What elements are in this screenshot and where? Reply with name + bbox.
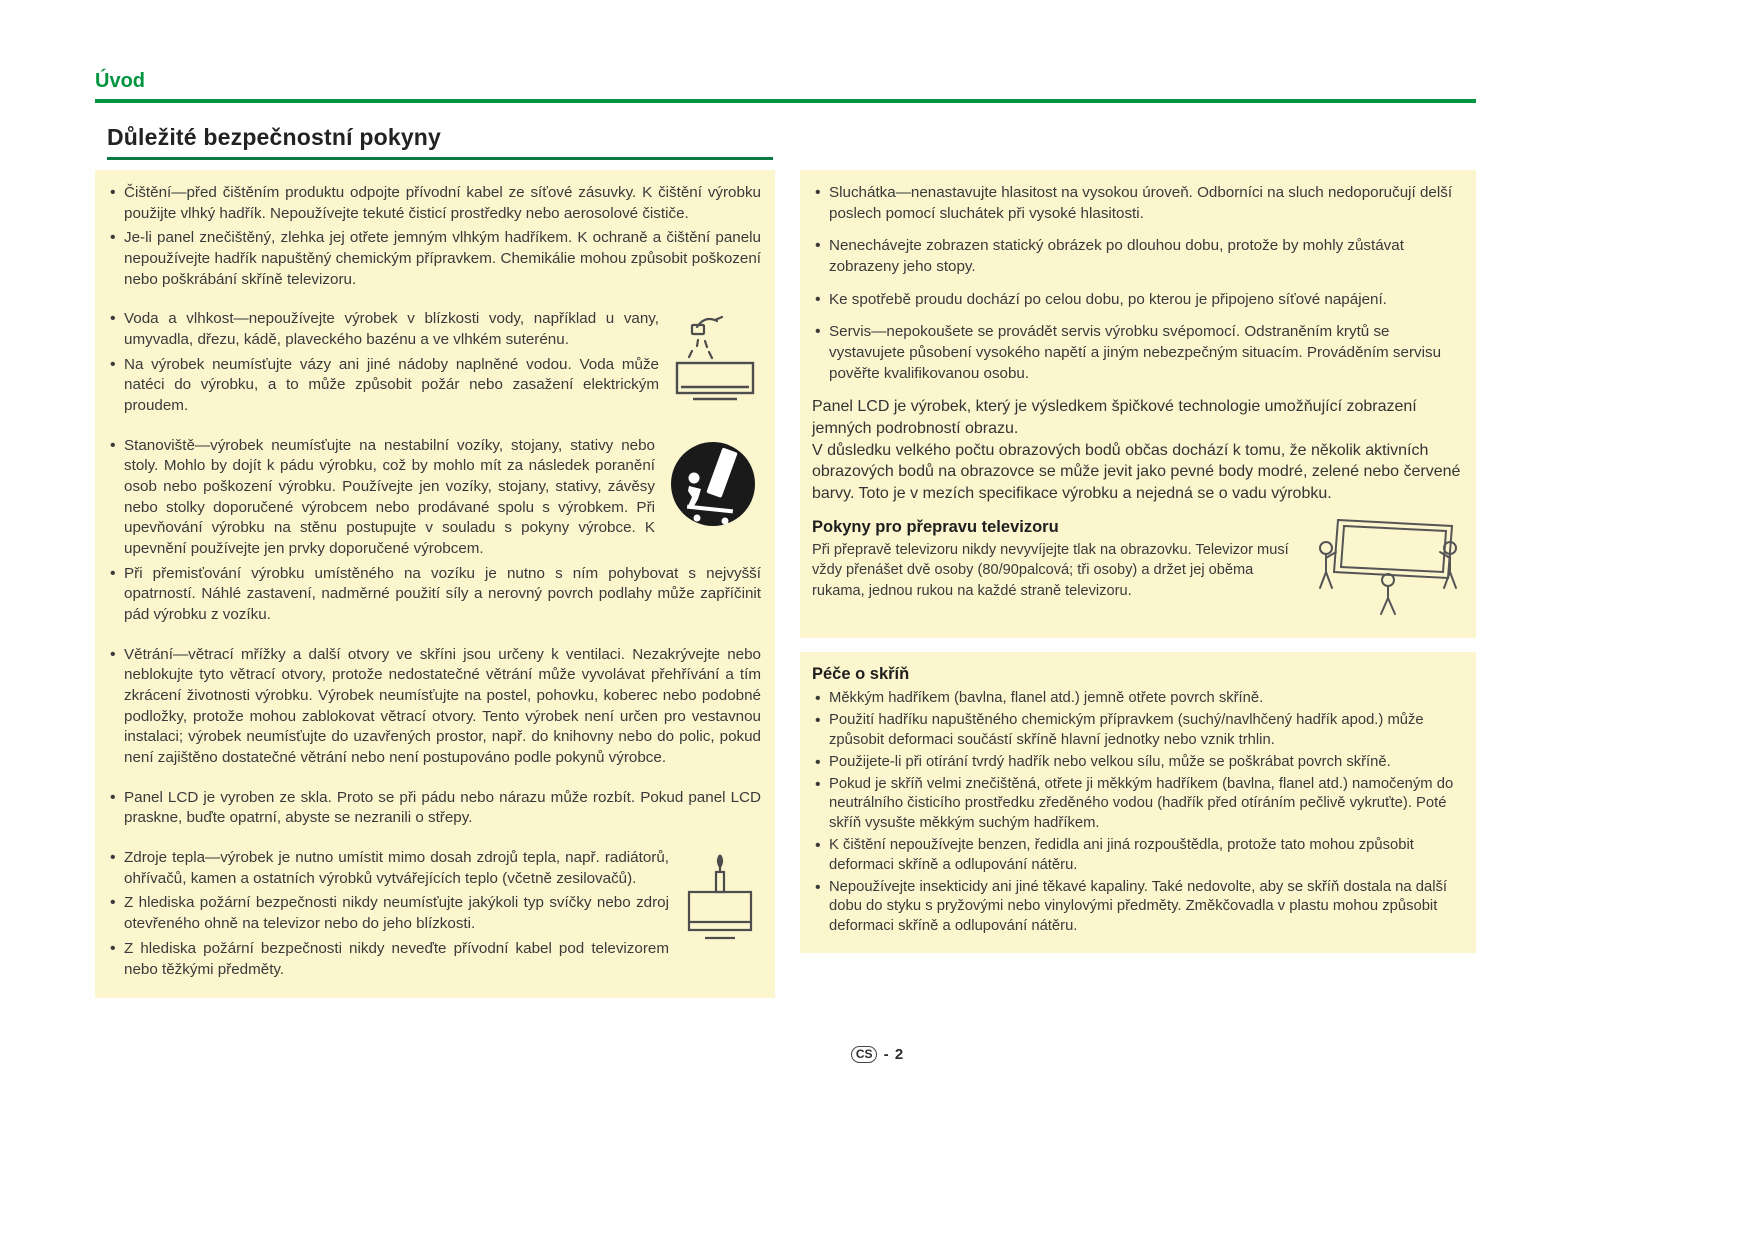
bullet-item: • Pokud je skříň velmi znečištěná, otřete ji měkkým hadříkem (bavlna, flanel atd.) namočeným do neutrálního čisticího prostředku zředěného vodou (hadřík před otíráním pečlivě vykruťte). Poté skříň vysušte měkkým suchým hadříkem. — [812, 775, 1462, 834]
bullet-item: • K čištění nepoužívejte benzen, ředidla ani jiná rozpouštědla, protože tato mohou způsobit deformaci skříně a odlupování nátěru. — [812, 836, 1462, 876]
safety-group-cleaning — [107, 183, 761, 294]
safety-group-heat — [107, 848, 761, 984]
bullet-item: • Sluchátka—nenastavujte hlasitost na vysokou úroveň. Odborníci na sluch nedoporučují delší poslech pomocí sluchátek při vysoké hlasitosti. — [812, 183, 1462, 224]
right-column — [800, 170, 1476, 953]
footer-separator: - — [883, 1046, 889, 1063]
bullet-item: • Na výrobek neumísťujte vázy ani jiné nádoby naplněné vodou. Voda může natéci do výrobku, a to může způsobit požár nebo zasažení elektrickým proudem. — [107, 355, 761, 417]
safety-group-placement — [107, 436, 761, 630]
section-label: Úvod — [95, 70, 145, 92]
bullet-list — [107, 645, 761, 769]
bullet-item: • Panel LCD je vyroben ze skla. Proto se při pádu nebo nárazu může rozbít. Pokud panel LCD praskne, buďte opatrní, abyste se nezranili o střepy. — [107, 788, 761, 829]
bullet-list — [107, 848, 761, 980]
bullet-item: • Větrání—větrací mřížky a další otvory ve skříni jsou určeny k ventilaci. Nezakrývejte nebo neblokujte tyto větrací otvory, protože nedostatečné větrání může vyvolávat přehřívání a tím zkrácení životnosti výrobku. Výrobek neumísťujte na postel, pohovku, koberec nebo podobné podložky, protože mohou zablokovat větrací otvory. Tento výrobek není určen pro vestavnou instalaci; výrobek neumísťujte do uzavřených prostor, např. do knihovny nebo do polic, pokud není zajištěno dostatečné větrání nebo není postupováno podle pokynů výrobce. — [107, 645, 761, 769]
title-rule — [107, 157, 773, 160]
bullet-list — [812, 689, 1462, 937]
transport-section — [812, 518, 1462, 624]
bullet-item: • Použijete-li při otírání tvrdý hadřík nebo velkou sílu, může se poškrábat povrch skříně. — [812, 753, 1462, 773]
cabinet-care-box — [800, 652, 1476, 953]
bullet-list — [107, 436, 761, 626]
bullet-item: • Ke spotřebě proudu dochází po celou dobu, po kterou je připojeno síťové napájení. — [812, 290, 1462, 311]
transport-heading: Pokyny pro přepravu televizoru — [812, 518, 1059, 537]
bullet-item: • Při přemisťování výrobku umístěného na vozíku je nutno s ním pohybovat s nejvyšší opatrností. Náhlé zastavení, nadměrné použití síly a nerovný povrch podlahy může zapříčinit pád výrobku z vozíku. — [107, 564, 761, 626]
section-rule — [95, 99, 1476, 103]
general-notes-box — [800, 170, 1476, 638]
page-title: Důležité bezpečnostní pokyny — [107, 124, 442, 150]
transport-text: Při přepravě televizoru nikdy nevyvíjejte tlak na obrazovku. Televizor musí vždy přenášet dvě osoby (80/90palcová; tři osoby) a držet jej oběma rukama, jednou rukou na každé straně televizoru. — [812, 542, 1289, 599]
bullet-item: • Nenechávejte zobrazen statický obrázek po dlouhou dobu, protože by mohly zůstávat zobrazeny jeho stopy. — [812, 236, 1462, 277]
lcd-panel-paragraph — [812, 396, 1462, 504]
bullet-item: • Nepoužívejte insekticidy ani jiné těkavé kapaliny. Také nedovolte, aby se skříň dostala na další dobu do styku s pryžovými nebo vinylovými předměty. Změkčovadla v plastu mohou způsobit deformaci skříně a odlupování nátěru. — [812, 878, 1462, 937]
bullet-item: • Čištění—před čištěním produktu odpojte přívodní kabel ze síťové zásuvky. K čištění výrobku použijte vlhký hadřík. Nepoužívejte tekuté čisticí prostředky nebo aerosolové čističe. — [107, 183, 761, 224]
lcd-panel-paragraph-line2: V důsledku velkého počtu obrazových bodů občas dochází k tomu, že několik aktivních obrazových bodů na obrazovce se může jevit jako pevné body modré, zelené nebo červené barvy. Toto je v mezích specifikace výrobku a nejedná se o vadu výrobku. — [812, 441, 1461, 502]
page-number: 2 — [894, 1046, 904, 1063]
bullet-list — [107, 788, 761, 829]
bullet-list — [107, 309, 761, 416]
bullet-list — [107, 183, 761, 290]
carry-tv-illustration — [1310, 518, 1462, 620]
bullet-item: • Z hlediska požární bezpečnosti nikdy neveďte přívodní kabel pod televizorem nebo těžkými předměty. — [107, 939, 761, 980]
language-badge: CS — [851, 1046, 878, 1063]
left-column — [95, 170, 775, 998]
page-footer — [0, 1046, 1754, 1063]
cabinet-care-heading: Péče o skříň — [812, 665, 910, 684]
bullet-item: • Zdroje tepla—výrobek je nutno umístit mimo dosah zdrojů tepla, např. radiátorů, ohřívačů, kamen a ostatních výrobků vytvářejících teplo (včetně zesilovačů). — [107, 848, 761, 889]
bullet-item: • Z hlediska požární bezpečnosti nikdy neumísťujte jakýkoli typ svíčky nebo zdroj otevřeného ohně na televizor nebo do jeho blízkosti. — [107, 893, 761, 934]
bullet-item: • Voda a vlhkost—nepoužívejte výrobek v blízkosti vody, například u vany, umyvadla, dřezu, kádě, plaveckého bazénu a ve vlhkém suterénu. — [107, 309, 761, 350]
lcd-panel-paragraph-line1: Panel LCD je výrobek, který je výsledkem špičkové technologie umožňující zobrazení jemných podrobností obrazu. — [812, 398, 1417, 437]
bullet-list — [812, 183, 1462, 384]
bullet-item: • Je-li panel znečištěný, zlehka jej otřete jemným vlhkým hadříkem. K ochraně a čištění panelu nepoužívejte hadřík napuštěný chemickým přípravkem. Chemikálie mohou způsobit poškození nebo poškrábání skříně televizoru. — [107, 228, 761, 290]
safety-group-water — [107, 309, 761, 420]
safety-notes-box — [95, 170, 775, 998]
bullet-item: • Měkkým hadříkem (bavlna, flanel atd.) jemně otřete povrch skříně. — [812, 689, 1462, 709]
bullet-item: • Servis—nepokoušete se provádět servis výrobku svépomocí. Odstraněním krytů se vystavujete působení vysokého napětí a jiným nebezpečným situacím. Prováděním servisu pověřte kvalifikovanou osobu. — [812, 322, 1462, 384]
safety-group-ventilation — [107, 645, 761, 773]
bullet-item: • Stanoviště—výrobek neumísťujte na nestabilní vozíky, stojany, stativy nebo stoly. Mohlo by dojít k pádu výrobku, což by mohlo mít za následek poranění osob nebo poškození výrobku. Používejte jen vozíky, stojany, stativy, závěsy nebo stolky doporučené výrobcem nebo prodávané spolu s výrobkem. Při upevňování výrobku na stěnu postupujte v souladu s pokyny výrobce. K upevnění používejte jen prvky doporučené výrobcem. — [107, 436, 761, 560]
bullet-item: • Použití hadříku napuštěného chemickým přípravkem (suchý/navlhčený hadřík apod.) může způsobit deformaci součástí skříně hlavní jednotky nebo vznik trhlin. — [812, 711, 1462, 751]
safety-group-lcd-glass — [107, 788, 761, 833]
